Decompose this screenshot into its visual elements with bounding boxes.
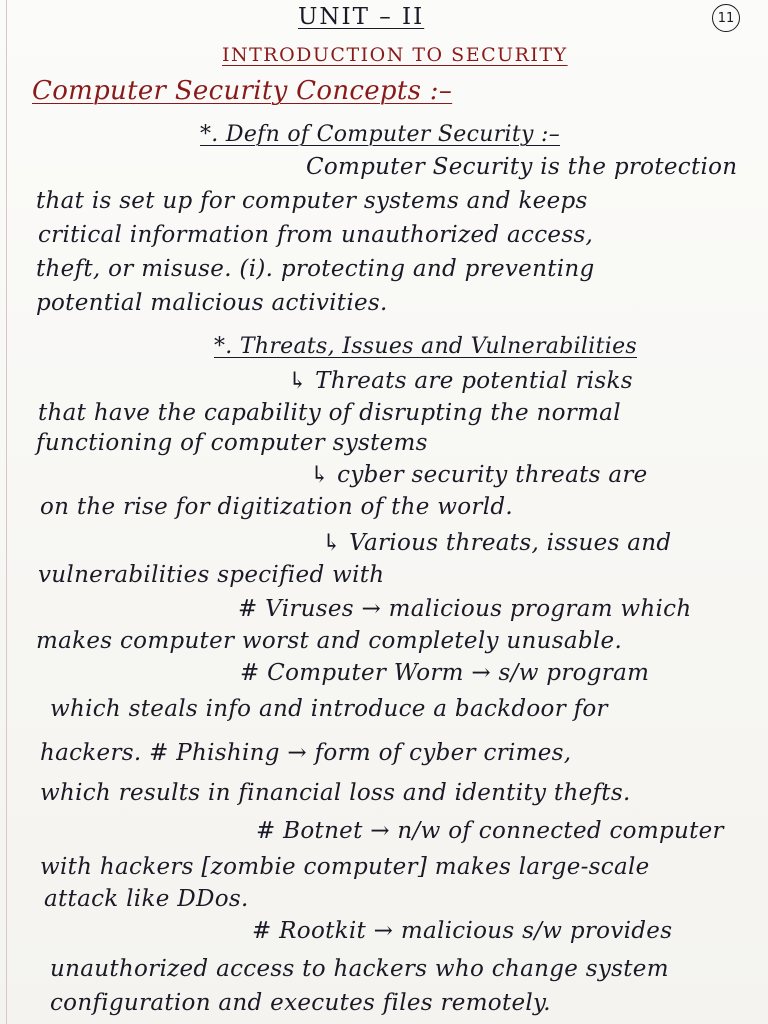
text-line: ↳ cyber security threats are [310, 462, 648, 488]
text-line: # Viruses → malicious program which [238, 596, 692, 622]
text-line: which results in financial loss and identity thefts. [40, 780, 631, 806]
text-line: theft, or misuse. (i). protecting and preventing [36, 256, 595, 282]
text-line: ↳ Various threats, issues and [322, 530, 672, 556]
text-line: # Rootkit → malicious s/w provides [252, 918, 673, 944]
page-title: INTRODUCTION TO SECURITY [222, 44, 568, 66]
text-line: # Computer Worm → s/w program [240, 660, 650, 686]
text-line: attack like DDos. [44, 886, 249, 912]
text-line: critical information from unauthorized access, [38, 222, 594, 248]
text-line: makes computer worst and completely unusable. [36, 628, 623, 654]
text-line: that is set up for computer systems and keeps [36, 188, 588, 214]
text-line: ↳ Threats are potential risks [288, 368, 633, 394]
text-line: configuration and executes files remotely. [50, 990, 551, 1016]
page-number: 11 [712, 4, 740, 32]
unit-heading: UNIT – II [298, 4, 425, 30]
text-line: hackers. # Phishing → form of cyber crimes, [40, 740, 572, 766]
text-line: on the rise for digitization of the world. [40, 494, 514, 520]
subheading-definition: *. Defn of Computer Security :– [200, 122, 560, 147]
text-line: # Botnet → n/w of connected computer [256, 818, 724, 844]
margin-line [6, 0, 7, 1024]
text-line: vulnerabilities specified with [38, 562, 385, 588]
text-line: functioning of computer systems [36, 430, 428, 456]
text-line: which steals info and introduce a backdoor for [50, 696, 608, 722]
text-line: with hackers [zombie computer] makes large-scale [40, 854, 650, 880]
text-line: Computer Security is the protection [306, 154, 738, 180]
text-line: potential malicious activities. [36, 290, 388, 316]
subheading-threats: *. Threats, Issues and Vulnerabilities [214, 334, 637, 359]
text-line: that have the capability of disrupting the normal [38, 400, 621, 426]
text-line: unauthorized access to hackers who change system [50, 956, 669, 982]
section-heading: Computer Security Concepts :– [32, 76, 453, 106]
